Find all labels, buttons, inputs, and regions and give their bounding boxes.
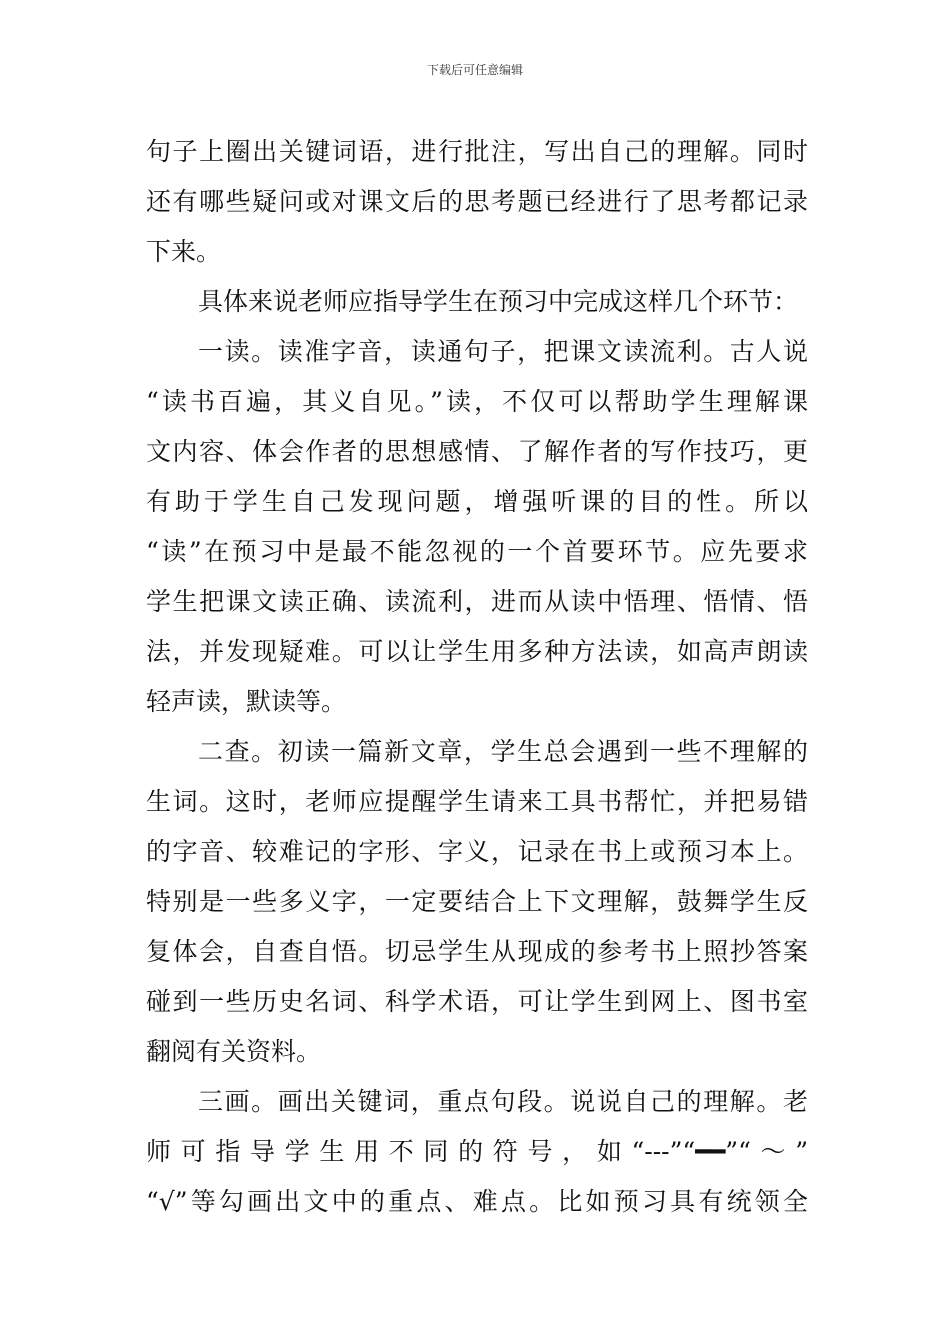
paragraph	[146, 327, 808, 727]
text-line: 轻声读，默读等。	[146, 687, 347, 716]
paragraph	[146, 727, 808, 1077]
text-line: “√”等勾画出文中的重点、难点。比如预习具有统领全	[146, 1187, 808, 1216]
text-line: 有助于学生自己发现问题，增强听课的目的性。所以	[146, 487, 808, 516]
text-line: 特别是一些多义字，一定要结合上下文理解，鼓舞学生反	[146, 887, 808, 916]
text-line: 具体来说老师应指导学生在预习中完成这样几个环节：	[198, 287, 799, 316]
text-line: “读书百遍，其义自见。”读，不仅可以帮助学生理解课	[146, 387, 808, 416]
paragraph	[146, 1077, 808, 1227]
page-header: 下载后可任意编辑	[426, 63, 523, 77]
text-line: 生词。这时，老师应提醒学生请来工具书帮忙，并把易错	[146, 787, 808, 816]
text-line: 还有哪些疑问或对课文后的思考题已经进行了思考都记录	[146, 187, 808, 216]
text-line: 句子上圈出关键词语，进行批注，写出自己的理解。同时	[146, 137, 808, 166]
text-line: 三画。画出关键词，重点句段。说说自己的理解。老	[198, 1087, 808, 1116]
paragraph	[146, 127, 808, 277]
text-line: 复体会，自查自悟。切忌学生从现成的参考书上照抄答案	[146, 937, 808, 966]
text-line: 碰到一些历史名词、科学术语，可让学生到网上、图书室	[146, 987, 808, 1016]
text-line: 下来。	[146, 237, 222, 266]
text-line: 翻阅有关资料。	[146, 1037, 322, 1066]
text-line: 师可指导学生用不同的符号，如“---”“━━”“～”	[146, 1137, 808, 1166]
text-line: “读”在预习中是最不能忽视的一个首要环节。应先要求	[146, 537, 808, 566]
text-line: 的字音、较难记的字形、字义，记录在书上或预习本上。	[146, 837, 808, 866]
text-line: 文内容、体会作者的思想感情、了解作者的写作技巧，更	[146, 437, 808, 466]
text-line: 学生把课文读正确、读流利，进而从读中悟理、悟情、悟	[146, 587, 808, 616]
paragraph	[146, 277, 808, 327]
document-body	[146, 127, 808, 1227]
text-line: 一读。读准字音，读通句子，把课文读流利。古人说	[198, 337, 808, 366]
text-line: 二查。初读一篇新文章，学生总会遇到一些不理解的	[198, 737, 808, 766]
text-line: 法，并发现疑难。可以让学生用多种方法读，如高声朗读	[146, 637, 808, 666]
